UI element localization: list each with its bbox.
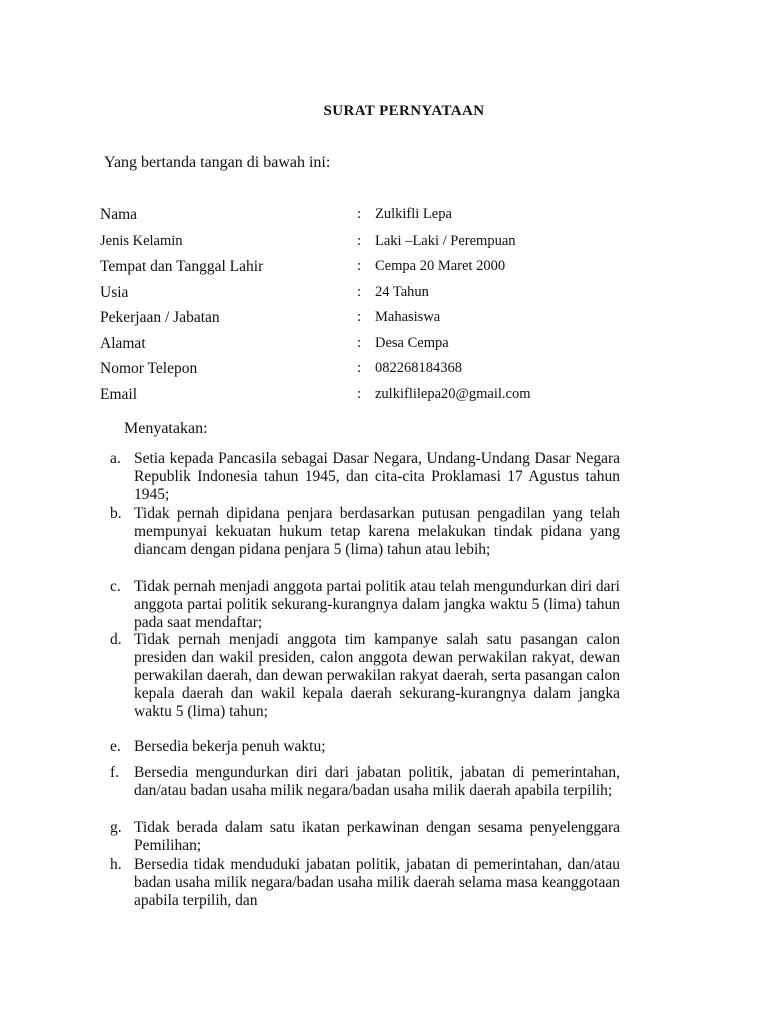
list-item-marker: h. bbox=[110, 856, 122, 873]
document-title: SURAT PERNYATAAN bbox=[323, 103, 485, 119]
list-item-marker: a. bbox=[110, 450, 121, 467]
field-value: Cempa 20 Maret 2000 bbox=[375, 258, 506, 274]
field-row-nomor-telepon bbox=[100, 360, 660, 382]
field-value: Zulkifli Lepa bbox=[375, 206, 452, 222]
list-item-text: Tidak berada dalam satu ikatan perkawinan dengan sesama penyelenggara Pemilihan; bbox=[134, 819, 620, 854]
declaration-label: Menyatakan: bbox=[124, 420, 208, 437]
field-colon: : bbox=[357, 284, 362, 300]
list-item-marker: f. bbox=[110, 764, 120, 781]
field-label: Usia bbox=[100, 284, 129, 301]
field-colon: : bbox=[357, 258, 362, 274]
field-value: Desa Cempa bbox=[375, 335, 449, 351]
field-value: 24 Tahun bbox=[375, 284, 429, 300]
list-item-text: Tidak pernah menjadi anggota partai politik atau telah mengundurkan diri dari anggota partai politik sekurang-kurangnya dalam jangka waktu 5 (lima) tahun pada saat mendaftar; bbox=[134, 578, 620, 631]
list-item-text: Bersedia tidak menduduki jabatan politik, jabatan di pemerintahan, dan/atau badan usaha milik negara/badan usaha milik daerah selama masa keanggotaan apabila terpilih, dan bbox=[134, 856, 620, 909]
field-colon: : bbox=[357, 233, 362, 249]
list-item-marker: b. bbox=[110, 505, 122, 522]
field-label: Nama bbox=[100, 206, 138, 223]
field-row-usia bbox=[100, 284, 660, 306]
list-item-text: Setia kepada Pancasila sebagai Dasar Negara, Undang-Undang Dasar Negara Republik Indonesia tahun 1945, dan cita-cita Proklamasi 17 Agustus tahun 1945; bbox=[134, 450, 620, 503]
list-item-marker: c. bbox=[110, 578, 121, 595]
field-label: Email bbox=[100, 386, 138, 403]
field-row-pekerjaan bbox=[100, 309, 660, 331]
field-row-email bbox=[100, 386, 660, 408]
list-item-text: Bersedia mengundurkan diri dari jabatan politik, jabatan di pemerintahan, dan/atau badan usaha milik negara/badan usaha milik daerah apabila terpilih; bbox=[134, 764, 620, 799]
field-row-jenis-kelamin bbox=[100, 233, 660, 255]
field-row-alamat bbox=[100, 335, 660, 357]
list-item-text: Tidak pernah dipidana penjara berdasarkan putusan pengadilan yang telah mempunyai kekuatan hukum tetap karena melakukan tindak pidana yang diancam dengan pidana penjara 5 (lima) tahun atau lebih; bbox=[134, 505, 620, 558]
field-label: Tempat dan Tanggal Lahir bbox=[100, 258, 264, 275]
field-label: Nomor Telepon bbox=[100, 360, 198, 377]
list-item-marker: e. bbox=[110, 738, 121, 755]
field-row-nama bbox=[100, 206, 660, 228]
intro-text: Yang bertanda tangan di bawah ini: bbox=[104, 154, 331, 171]
field-colon: : bbox=[357, 335, 362, 351]
field-label: Alamat bbox=[100, 335, 146, 352]
field-colon: : bbox=[357, 206, 362, 222]
field-colon: : bbox=[357, 360, 362, 376]
field-label: Pekerjaan / Jabatan bbox=[100, 309, 220, 326]
field-value: Laki –Laki / Perempuan bbox=[375, 233, 516, 249]
list-item-text: Tidak pernah menjadi anggota tim kampanye salah satu pasangan calon presiden dan wakil presiden, calon anggota dewan perwakilan rakyat, dewan perwakilan daerah, dan dewan perwakilan rakyat daerah, serta pasangan calon kepala daerah dan wakil kepala daerah sekurang-kurangnya dalam jangka waktu 5 (lima) tahun; bbox=[134, 631, 620, 720]
list-item-marker: d. bbox=[110, 631, 122, 648]
field-value: Mahasiswa bbox=[375, 309, 441, 325]
field-colon: : bbox=[357, 309, 362, 325]
field-label: Jenis Kelamin bbox=[100, 233, 183, 249]
field-value: 082268184368 bbox=[375, 360, 462, 376]
field-value: zulkiflilepa20@gmail.com bbox=[375, 386, 531, 402]
field-row-tempat-tanggal-lahir bbox=[100, 258, 660, 280]
field-colon: : bbox=[357, 386, 362, 402]
list-item-marker: g. bbox=[110, 819, 122, 836]
list-item-text: Bersedia bekerja penuh waktu; bbox=[134, 738, 326, 755]
